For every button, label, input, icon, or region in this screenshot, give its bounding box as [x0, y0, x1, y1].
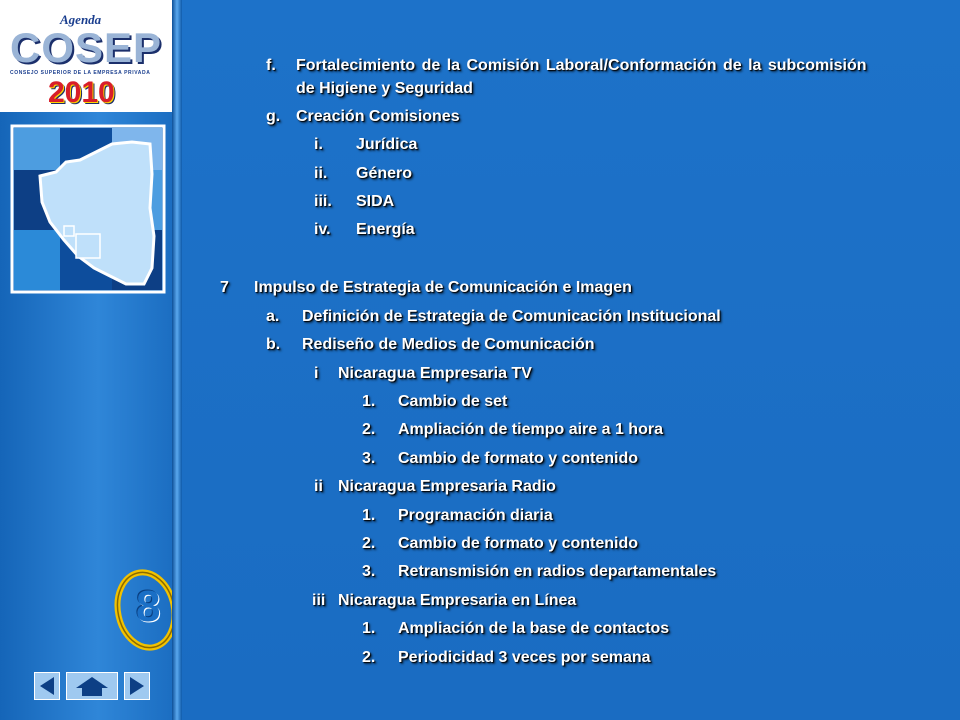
item-marker: 2.: [362, 535, 376, 552]
item-marker: 3.: [362, 563, 376, 580]
slide-number-badge: [108, 568, 180, 652]
item-text: Definición de Estrategia de Comunicación Institucional: [302, 308, 721, 325]
item-marker: 1.: [362, 620, 376, 637]
item-text: Cambio de formato y contenido: [398, 450, 639, 467]
slide-number: 8: [136, 582, 161, 631]
item-text-continued: de Higiene y Seguridad: [296, 80, 473, 97]
item-marker: i: [314, 365, 319, 382]
item-marker: b.: [266, 336, 281, 353]
item-marker: 2.: [362, 421, 376, 438]
slide-content: [182, 0, 960, 720]
nicaragua-map-graphic: [4, 118, 170, 298]
arrow-right-icon[interactable]: [124, 672, 150, 700]
item-marker: 2.: [362, 649, 376, 666]
item-marker: a.: [266, 308, 280, 325]
item-marker: ii: [314, 478, 323, 495]
item-text: Rediseño de Medios de Comunicación: [302, 336, 595, 353]
item-text: Ampliación de la base de contactos: [398, 620, 670, 637]
item-marker: iv.: [314, 221, 331, 238]
sidebar-divider: [172, 0, 182, 720]
item-marker: 3.: [362, 450, 376, 467]
item-marker: iii.: [314, 193, 332, 210]
item-text: Programación diaria: [398, 507, 553, 524]
sidebar: [0, 0, 178, 720]
item-marker: 1.: [362, 393, 376, 410]
section-title: Impulso de Estrategia de Comunicación e Imagen: [254, 279, 632, 296]
logo-year: 2010: [48, 76, 115, 109]
item-text: Fortalecimiento de la Comisión Laboral/Conformación de la subcomisión: [296, 57, 867, 74]
item-marker: f.: [266, 57, 276, 74]
item-marker: g.: [266, 108, 281, 125]
logo-subtitle: CONSEJO SUPERIOR DE LA EMPRESA PRIVADA: [10, 70, 151, 76]
item-text: Retransmisión en radios departamentales: [398, 563, 717, 580]
item-text: Cambio de set: [398, 393, 508, 410]
logo-brand-text: COSEP: [10, 24, 163, 71]
item-text: Cambio de formato y contenido: [398, 535, 639, 552]
logo-agenda-text: Agenda: [60, 12, 102, 27]
item-marker: 1.: [362, 507, 376, 524]
item-text: SIDA: [356, 193, 395, 210]
item-text: Nicaragua Empresaria Radio: [338, 478, 556, 495]
item-text: Género: [356, 165, 413, 182]
item-text: Creación Comisiones: [296, 108, 460, 125]
item-text: Nicaragua Empresaria TV: [338, 365, 532, 382]
item-text: Nicaragua Empresaria en Línea: [338, 592, 577, 609]
item-marker: i.: [314, 136, 323, 153]
item-marker: iii: [312, 592, 326, 609]
item-text: Ampliación de tiempo aire a 1 hora: [398, 421, 663, 438]
item-text: Jurídica: [356, 136, 418, 153]
item-text: Periodicidad 3 veces por semana: [398, 649, 651, 666]
item-marker: ii.: [314, 165, 328, 182]
arrow-left-icon[interactable]: [34, 672, 60, 700]
item-text: Energía: [356, 221, 415, 238]
section-number: 7: [220, 279, 229, 296]
home-icon[interactable]: [66, 672, 118, 700]
cosep-logo: [0, 0, 174, 112]
